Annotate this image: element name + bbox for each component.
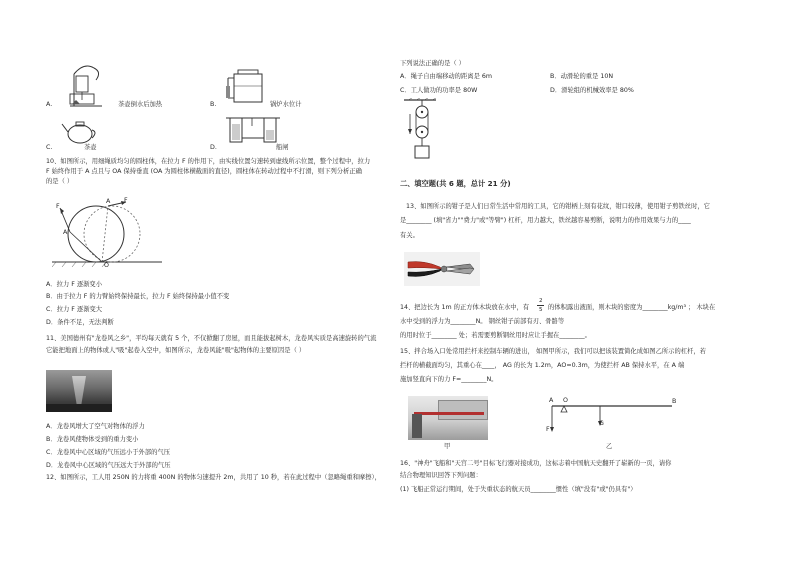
q14-line-2: 水中受到的浮力为________N。 钢丝钳子前部有刃、骨骼等	[400, 318, 565, 325]
q9-label-d: D.	[210, 144, 217, 151]
q15-line-2: 拦杆的横截面均匀，其重心在____， AG 的长为 1.2m，AO=0.3m，为使拦杆 AB 保持水平，在 A 端	[400, 362, 685, 369]
q9-caption-b: 锅炉水位计	[270, 101, 302, 108]
q10-fig-label-a1: A	[63, 229, 68, 236]
section-2-heading: 二、填空题(共 6 题，总计 21 分)	[400, 179, 511, 188]
q12-line-1: 12、如图所示，工人用 250N 的力将重 400N 的物体匀速提升 2m，共用了 10 秒，若在此过程中（忽略绳重和摩擦），	[46, 474, 381, 481]
figure-option-c-teapot	[60, 116, 100, 146]
q10-line-1: 10、如图所示，用细绳质均匀的圆柱体，在拉力 F 的作用下，由实线位置匀速转到虚线所示位置，整个过程中，拉力	[46, 158, 371, 165]
photo-q13-pliers	[404, 252, 480, 286]
q12-option-c: C．工人做功的功率是 80W	[400, 87, 478, 94]
q14-fraction-denominator: 5	[539, 307, 543, 313]
q11-option-d: D．龙卷风中心区域的气压远大于外部的气压	[46, 462, 171, 469]
q16-line-2: 结合物理知识回答下列问题：	[400, 472, 482, 479]
q15-label-o: O	[563, 397, 568, 404]
q11-line-1: 11、美国德州有"龙卷风之乡"，平均每天就有 5 个，不仅掀翻了房屋，而且能拔起树木，龙卷风实质是高速旋转的气流	[46, 335, 377, 342]
q13-line-3: 有关。	[400, 232, 419, 239]
q13-line-1: 13、如图所示的钳子是人们日常生活中常用的工具，它的钳柄上刻有花纹，钳口较薄，使用钳子剪铁丝时，它	[406, 203, 710, 210]
q11-option-a: A．龙卷风增大了空气对物体的浮力	[46, 423, 145, 430]
q16-line-1: 16、"神舟"飞船和"天宫二号"目标飞行器对接成功，这标志着中国航天史翻开了崭新的一页，请你	[400, 460, 672, 467]
q14-fraction-numerator: 2	[539, 298, 543, 304]
q15-caption-yi: 乙	[606, 443, 613, 450]
q9-caption-c: 茶壶	[84, 144, 97, 151]
photo-q11-tornado	[46, 370, 112, 412]
q15-label-b: B	[672, 398, 677, 405]
q10-option-b: B．由于拉力 F 的力臂始终保持最长，拉力 F 始终保持最小值不变	[46, 293, 230, 300]
barrier-pole	[414, 412, 484, 415]
q14-line-3: 的用时位于________ 处；若需要剪断钢丝用时应让手握在________。	[400, 332, 591, 339]
q13-line-2: 是________ (填"省力""费力"或"等臂") 杠杆，用力越大，铁丝越容易剪断，说明力的作用效果与力的____	[400, 217, 691, 224]
q10-fig-label-f2: F	[124, 197, 128, 204]
q15-caption-jia: 甲	[444, 443, 451, 450]
q12-option-b: B．动滑轮的重是 10N	[550, 73, 614, 80]
q15-label-a: A	[549, 397, 554, 404]
q15-label-g: G	[599, 420, 604, 427]
q10-fig-label-o: O	[104, 262, 109, 269]
q10-option-d: D．条件不足，无法判断	[46, 319, 114, 326]
q12-option-a: A．绳子自由端移动的距离是 6m	[400, 73, 493, 80]
q9-label-a: A.	[46, 101, 53, 108]
q9-label-c: C.	[46, 144, 53, 151]
q15-line-1: 15、拌合场入口处常用拦杆来控制车辆的进出， 如图甲所示，我们可以把该装置简化成如图乙所示的杠杆，若	[400, 348, 706, 355]
q15-label-f: F	[546, 426, 550, 433]
q14-line-1a: 14、把边长为 1m 的正方体木块放在水中，有	[400, 304, 530, 311]
q15-line-3: 施加竖直向下的力 F=________N。	[400, 376, 498, 383]
figure-option-b-boiler-gauge	[222, 66, 266, 106]
q12-cont-line-1: 下列说法正确的是（ ）	[400, 60, 465, 67]
q10-fig-label-f1: F	[56, 203, 60, 210]
photo-q15-parking-barrier	[408, 396, 488, 440]
q16-line-3: (1) 飞船正常运行期间，处于失重状态的航天员________惯性（填"没有"或"仍具有"）	[400, 486, 637, 493]
figure-option-a-apparatus	[60, 60, 110, 110]
q10-option-a: A．拉力 F 逐渐变小	[46, 281, 103, 288]
barrier-building	[438, 400, 488, 420]
q12-option-d: D．滑轮组的机械效率是 80%	[550, 87, 634, 94]
q9-label-b: B.	[210, 101, 217, 108]
q10-fig-label-a2: A	[106, 198, 111, 205]
q11-line-2: 它能把地面上的物体或人"吸"起卷入空中，如图所示，龙卷风能"吸"起物体的主要原因是（ ）	[46, 347, 306, 354]
tornado-ground	[46, 404, 112, 412]
q11-option-c: C．龙卷风中心区域的气压远小于外部的气压	[46, 449, 171, 456]
q10-line-3: 的是（ ）	[46, 178, 74, 185]
barrier-base	[412, 414, 422, 438]
q14-line-1b: 的体积露出液面，则木块的密度为________kg/m³ ； 木块在	[548, 304, 716, 311]
q10-option-c: C．拉力 F 逐渐变大	[46, 306, 103, 313]
q11-option-b: B．龙卷风使物体受到的重力变小	[46, 436, 139, 443]
figure-option-d-ship-lock	[224, 112, 282, 146]
tornado-funnel	[72, 376, 86, 406]
figure-q12-pulley-system	[400, 98, 440, 164]
q9-caption-a: 茶壶倒水后加热	[118, 101, 163, 108]
q9-caption-d: 船闸	[276, 144, 289, 151]
q10-line-2: F 始终作用于 A 点且与 OA 保持垂直 (OA 为圆柱体横截面的直径)，圆柱体在转动过程中不打滑，则下列分析正确	[46, 168, 362, 175]
